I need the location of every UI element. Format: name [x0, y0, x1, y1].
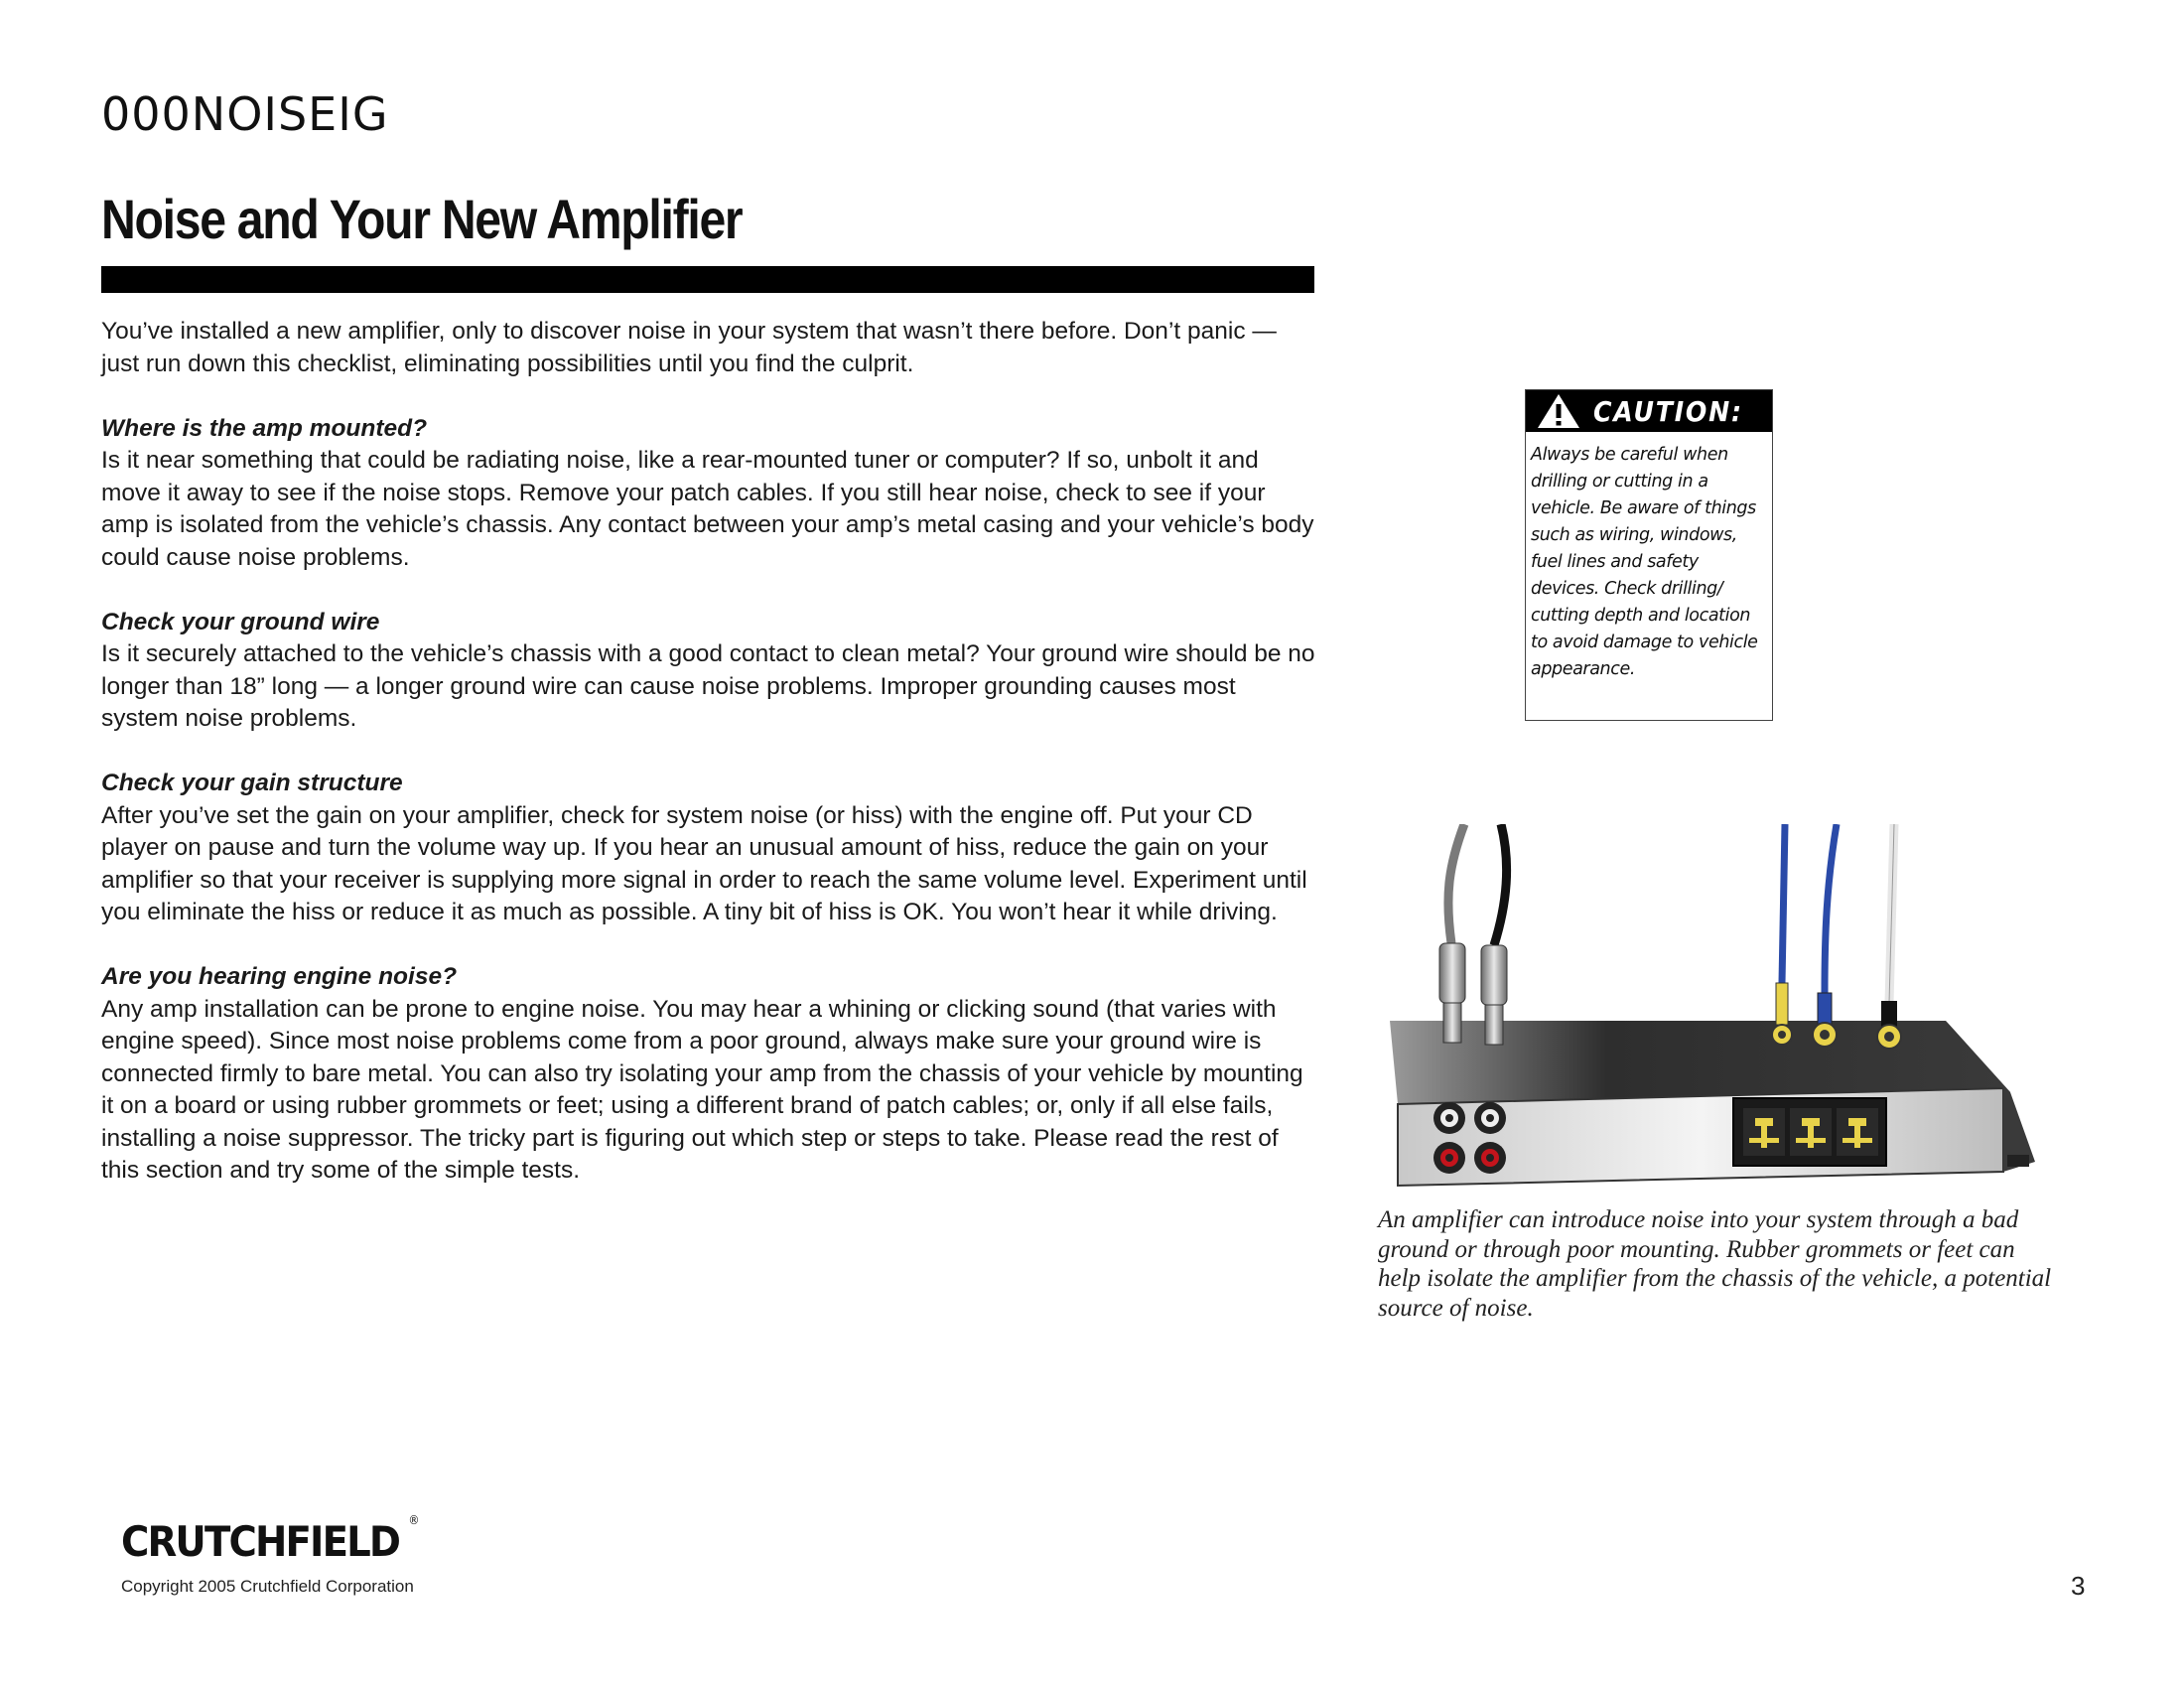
section-heading: Where is the amp mounted? — [101, 414, 428, 442]
section-engine-noise — [101, 961, 1317, 1188]
brand-name: CRUTCHFIELD — [121, 1517, 400, 1566]
rca-cable-black — [1494, 824, 1507, 945]
section-ground-wire — [101, 607, 1317, 736]
terminal-yellow — [1772, 983, 1792, 1045]
rca-plug-right — [1481, 945, 1507, 1045]
terminal-blue — [1813, 993, 1837, 1047]
section-body: Any amp installation can be prone to engine noise. You may hear a whining or clicking sound (that varies with engine speed). Since most noise problems come from a poor ground, always make sure your ground wire is connected firmly to bare metal. You can also try isolating your amp from the chassis of your vehicle by mounting it on a board or using rubber grommets or feet; using a different brand of patch cables; or, only if all else fails, installing a noise suppressor. The tricky part is figuring out which step or steps to take. Please read the rest of this section and try some of the simple tests. — [101, 995, 1303, 1184]
intro-paragraph: You’ve installed a new amplifier, only to discover noise in your system that wasn’t there before. Don’t panic — just run down this checklist, eliminating possibilities until you find the culprit. — [101, 318, 1277, 377]
section-amp-mounted — [101, 413, 1317, 575]
section-heading: Check your ground wire — [101, 608, 380, 635]
section-body: Is it securely attached to the vehicle’s chassis with a good contact to clean metal? Your ground wire should be no longer than 18” long — a longer ground wire can cause noise problems. Improper grounding causes most system noise problems. — [101, 640, 1315, 732]
document-code: 000NOISEIG — [101, 87, 389, 141]
section-body: After you’ve set the gain on your amplifier, check for system noise (or hiss) with the engine off. Put your CD player on pause and turn the volume way up. If you hear an unusual amount of hiss, reduce the gain on your amplifier so that your receiver is supplying more signal in order to reach the same volume level. Experiment until you eliminate the hiss or reduce it as much as possible. A tiny bit of hiss is OK. You won’t hear it while driving. — [101, 801, 1307, 925]
registered-mark: ® — [408, 1513, 420, 1527]
copyright-notice: Copyright 2005 Crutchfield Corporation — [121, 1577, 414, 1596]
warning-triangle-icon — [1536, 392, 1581, 430]
caution-box — [1525, 389, 1773, 721]
page-number: 3 — [2071, 1571, 2086, 1601]
amplifier-illustration — [1390, 824, 2045, 1201]
section-body: Is it near something that could be radiating noise, like a rear-mounted tuner or computer? If so, unbolt it and move it away to see if the noise stops. Remove your patch cables. If you still hear noise, check to see if your amp is isolated from the vehicle’s chassis. Any contact between your amp’s metal casing and your vehicle’s body could cause noise problems. — [101, 447, 1314, 571]
title-rule — [101, 266, 1314, 293]
caution-label: CAUTION: — [1593, 394, 1743, 428]
wire-blue-right — [1825, 824, 1837, 993]
power-terminal-block — [1733, 1098, 1886, 1166]
rca-cable-gray — [1448, 824, 1464, 943]
rca-plug-left — [1439, 943, 1465, 1043]
wire-blue-left — [1782, 824, 1785, 983]
section-heading: Check your gain structure — [101, 770, 403, 796]
main-text — [101, 316, 1317, 1219]
section-gain-structure — [101, 768, 1317, 929]
page-title: Noise and Your New Amplifier — [101, 188, 743, 250]
figure-caption: An amplifier can introduce noise into your system through a bad ground or through poor mounting. Rubber grommets or feet can help isolate the amplifier from the chassis of the vehicle, a potential source of noise. — [1378, 1206, 2052, 1322]
caution-text: Always be careful when drilling or cutting in a vehicle. Be aware of things such as wiring, windows, fuel lines and safety devices. Check drilling/ cutting depth and location to avoid damage to vehicle appearance. — [1531, 445, 1758, 679]
caution-header — [1526, 390, 1772, 432]
crutchfield-logo — [121, 1513, 420, 1566]
section-heading: Are you hearing engine noise? — [101, 963, 458, 990]
